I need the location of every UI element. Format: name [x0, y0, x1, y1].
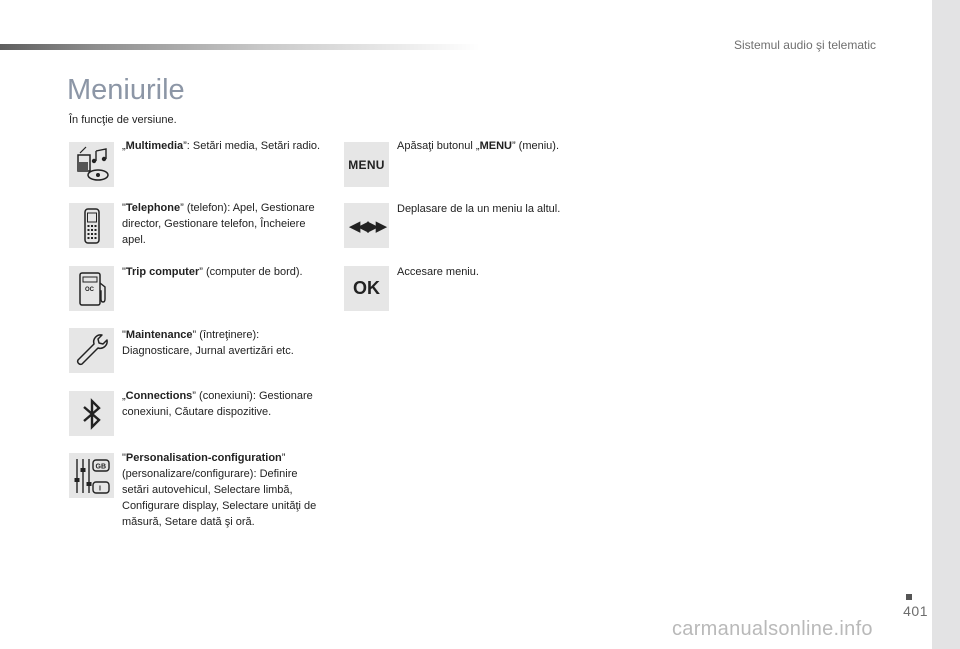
side-strip	[932, 0, 960, 649]
menu-maintenance-desc: "Maintenance” (întreţinere): Diagnosticare, Jurnal avertizări etc.	[122, 329, 294, 357]
trip-computer-icon	[69, 266, 114, 311]
menu-telephone-desc: "Telephone” (telefon): Apel, Gestionare director, Gestionare telefon, Încheiere apel.	[122, 202, 315, 246]
language-badge-i: I	[98, 485, 101, 492]
navigate-arrows-icon: ◀◀ ▶▶	[348, 217, 385, 235]
menu-button-label: MENU	[348, 157, 385, 172]
telephone-icon	[69, 203, 114, 248]
wrench-icon	[69, 328, 114, 373]
navigate-arrows-desc: Deplasare de la un meniu la altul.	[397, 203, 561, 215]
menu-personalisation-desc: "Personalisation-configuration” (personalizare/configurare): Definire setări autovehicul, Selectare limbă, Configurare display, Selectare unităţi de măsură, Setare dată şi oră.	[122, 452, 317, 528]
ok-button-label: OK	[353, 278, 380, 298]
menu-connections-desc: „Connections” (conexiuni): Gestionare conexiuni, Căutare dispozitive.	[122, 390, 313, 418]
personalisation-icon	[69, 453, 114, 498]
navigate-arrows-button[interactable]	[344, 203, 389, 248]
watermark: carmanualsonline.info	[672, 618, 873, 640]
intro-text: În funcţie de versiune.	[69, 114, 177, 126]
menu-trip-computer-desc: "Trip computer” (computer de bord).	[122, 266, 303, 278]
page-title: Meniurile	[67, 74, 185, 106]
menu-button[interactable]	[344, 142, 389, 187]
menu-multimedia-desc: „Multimedia”: Setări media, Setări radio.	[122, 140, 321, 152]
bluetooth-icon	[69, 391, 114, 436]
section-title: Sistemul audio şi telematic	[733, 38, 876, 52]
language-badge-gb: GB	[95, 463, 106, 470]
multimedia-icon	[69, 142, 114, 187]
menu-button-desc: Apăsaţi butonul „MENU” (meniu).	[397, 140, 560, 152]
trip-badge-text: OC	[84, 286, 94, 293]
ok-button-desc: Accesare meniu.	[397, 266, 479, 278]
header-rule	[0, 44, 480, 50]
page-marker	[906, 594, 912, 600]
page-number: 401	[903, 603, 928, 619]
ok-button[interactable]	[344, 266, 389, 311]
